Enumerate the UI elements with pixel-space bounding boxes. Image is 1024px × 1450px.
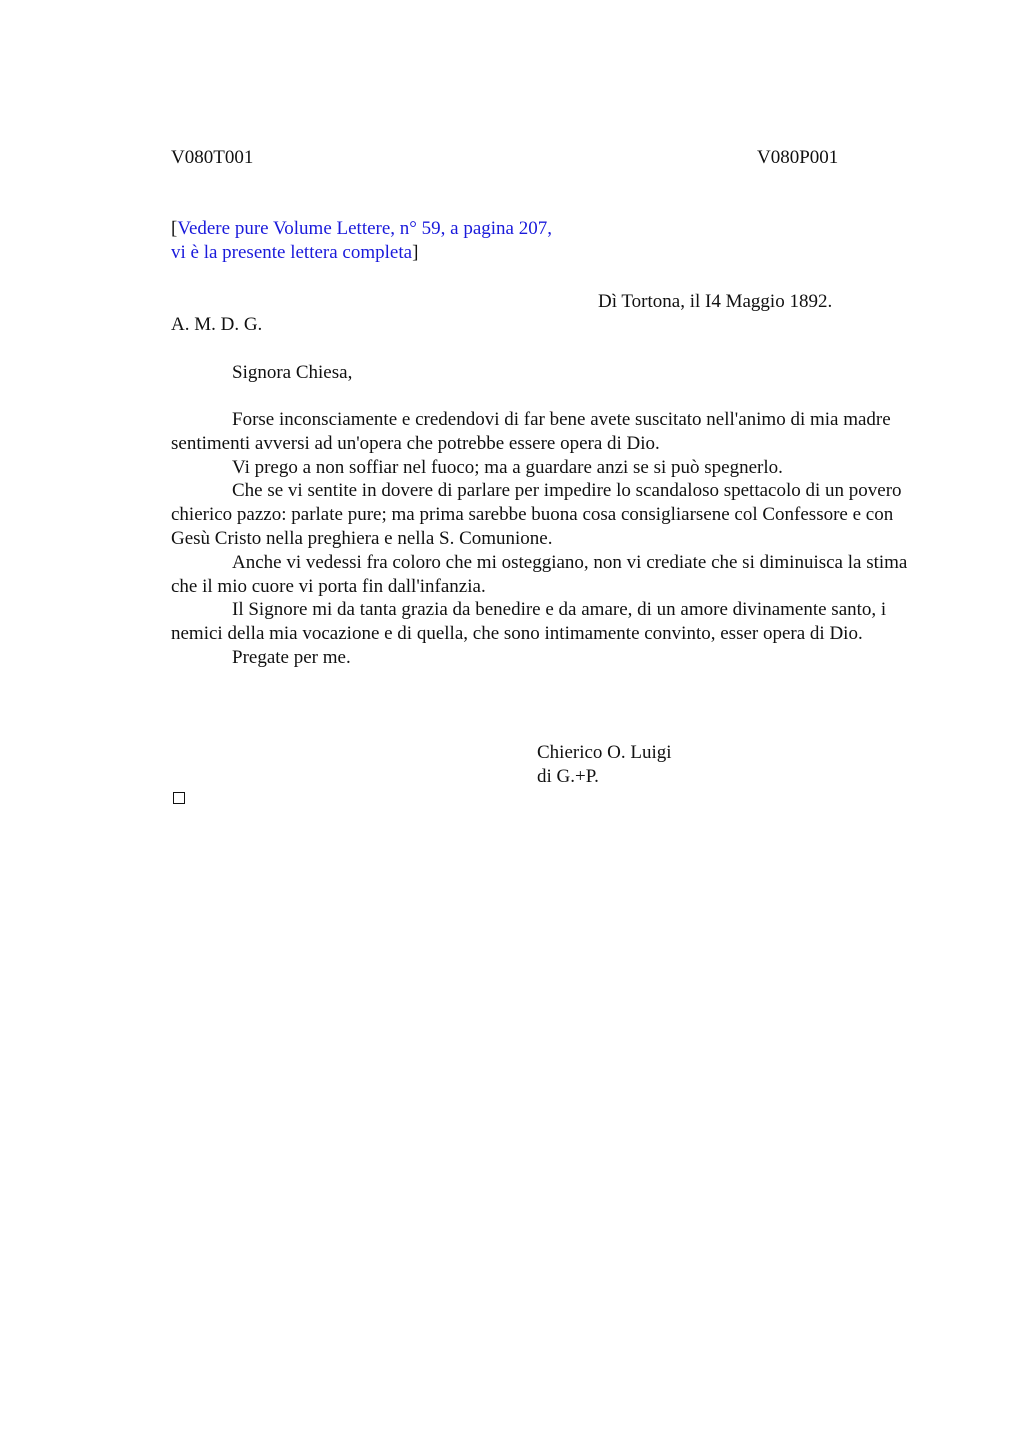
open-bracket: [ [171,218,178,239]
empty-square-icon [173,792,185,804]
letter-body [171,408,933,670]
reference-text-line-1: Vedere pure Volume Lettere, n° 59, a pagina 207, [177,218,552,239]
document-code-left: V080T001 [171,147,254,168]
body-paragraph: Pregate per me. [232,646,351,668]
amdg-motto: A. M. D. G. [171,314,263,335]
signature-affiliation: di G.+P. [537,765,599,787]
document-code-right: V080P001 [757,147,839,168]
body-paragraph: Forse inconsciamente e credendovi di far bene avete suscitato nell'animo di mia madre sentimenti avversi ad un'opera che potrebbe essere opera di Dio. [171,409,891,454]
body-paragraph: Vi prego a non soffiar nel fuoco; ma a guardare anzi se si può spegnerlo. [232,456,783,478]
date-line: Dì Tortona, il I4 Maggio 1892. [598,291,833,312]
reference-text-line-2: vi è la presente lettera completa [171,241,413,263]
reference-line-1 [171,217,552,241]
close-bracket: ] [412,241,419,263]
reference-line-2 [171,241,552,265]
salutation: Signora Chiesa, [232,362,353,383]
signature-block [537,741,672,789]
body-paragraph: Che se vi sentite in dovere di parlare per impedire lo scandaloso spettacolo di un povero chierico pazzo: parlate pure; ma prima sarebbe buona cosa consigliarsene col Confessore e con Gesù Cristo nella preghiera e nella S. Comunione. [171,480,902,549]
reference-note [171,217,552,265]
body-paragraph: Anche vi vedessi fra coloro che mi osteggiano, non vi crediate che si diminuisca la stima che il mio cuore vi porta fin dall'infanzia. [171,551,908,597]
body-paragraph: Il Signore mi da tanta grazia da benedire e da amare, di un amore divinamente santo, i nemici della mia vocazione e di quella, che sono intimamente convinto, esser opera di Dio. [171,599,887,645]
signature-name: Chierico O. Luigi [537,742,672,763]
